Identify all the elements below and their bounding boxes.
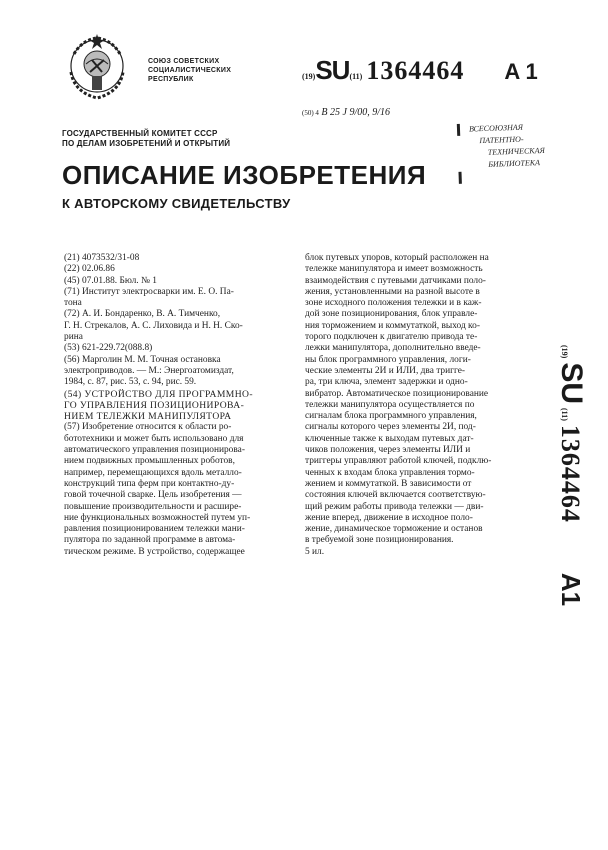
text-line: ченных к входам блока управления тормо- xyxy=(305,467,475,478)
stamp-line: ПАТЕНТНО- xyxy=(479,134,524,146)
text-line: ключенные также к выходам путевых дат- xyxy=(305,433,474,444)
text-line: электроприводов. — М.: Энергоатомиздат, xyxy=(64,365,234,376)
text-line: вибратор. Автоматическое позиционирование xyxy=(305,388,489,399)
right-column xyxy=(305,253,523,558)
text-line: тона xyxy=(64,298,82,309)
text-line: пулятора по заданной программе в автома- xyxy=(64,535,236,546)
patent-kind: A1 xyxy=(556,572,586,607)
country-code: SU xyxy=(555,362,588,405)
text-line: 1984, с. 87, рис. 53, с. 94, рис. 59. xyxy=(64,377,197,388)
left-column xyxy=(64,253,296,558)
text-line: Г. Н. Стрекалов, А. С. Лиховида и Н. Н. Ско- xyxy=(64,320,243,331)
library-stamp xyxy=(457,120,569,194)
invention-title-line: (54) УСТРОЙСТВО ДЛЯ ПРОГРАММНО- xyxy=(64,388,253,400)
text-line: сигналам блока программного управления, xyxy=(305,411,477,422)
stamp-line: ТЕХНИЧЕСКАЯ xyxy=(487,145,545,157)
text-line: тическом режиме. В устройство, содержащее xyxy=(64,546,245,557)
text-line: блок путевых упоров, который расположен на xyxy=(305,253,489,263)
ussr-line: СОЮЗ СОВЕТСКИХ xyxy=(148,58,220,65)
ipc-value: B 25 J 9/00, 9/16 xyxy=(321,107,391,118)
text-line: состояния ключей включается соответствую- xyxy=(305,490,486,501)
text-line: 5 ил. xyxy=(305,546,325,557)
text-line: жение, динамическое торможение и останов xyxy=(305,524,483,535)
text-line: дой зоне позиционирования, блок управле- xyxy=(305,309,478,320)
text-line: зоне исходного положения тележки и в каж- xyxy=(305,298,482,309)
document-title: ОПИСАНИЕ ИЗОБРЕТЕНИЯ xyxy=(62,160,427,190)
text-line: ны блок программного управления, логи- xyxy=(305,354,471,365)
ipc-label: (50) 4 xyxy=(302,109,319,117)
text-line: автоматического управления позиционирова- xyxy=(64,445,245,456)
ussr-caption xyxy=(148,57,231,84)
ussr-line: СОЦИАЛИСТИЧЕСКИХ xyxy=(148,67,232,74)
patent-kind: A 1 xyxy=(504,59,538,84)
stamp-line: ВСЕСОЮЗНАЯ xyxy=(468,122,524,134)
kind-code-label: (11) xyxy=(560,408,569,421)
text-line: жением и коммутаткой. В зависимости от xyxy=(305,478,472,489)
side-number-rotated xyxy=(554,345,588,606)
ussr-line: РЕСПУБЛИК xyxy=(148,76,194,83)
pub-code-label: (19) xyxy=(302,72,316,81)
committee-line: ПО ДЕЛАМ ИЗОБРЕТЕНИЙ И ОТКРЫТИЙ xyxy=(62,139,231,148)
text-line: триггеры управляют работой ключей, подклю- xyxy=(305,456,492,467)
committee-line: ГОСУДАРСТВЕННЫЙ КОМИТЕТ СССР xyxy=(62,129,218,138)
text-line: (21) 4073532/31-08 xyxy=(64,253,140,263)
text-line: чиков положения, через элементы ИЛИ и xyxy=(305,445,471,456)
text-line: тележке манипулятора и имеет возможность xyxy=(305,264,483,275)
text-line: (22) 02.06.86 xyxy=(64,264,115,275)
text-line: в требуемой зоне позиционирования. xyxy=(305,535,454,546)
ussr-emblem-icon xyxy=(62,32,132,104)
patent-number: 1364464 xyxy=(366,56,465,85)
text-line: жения, установленными на разной высоте в xyxy=(305,286,480,297)
text-line: бототехники и может быть использовано для xyxy=(64,433,244,444)
text-line: (45) 07.01.88. Бюл. № 1 xyxy=(64,275,157,286)
pub-code-label: (19) xyxy=(560,345,569,359)
text-line: (57) Изобретение относится к области ро- xyxy=(64,422,232,433)
text-line: тележки манипулятора осуществляется по xyxy=(305,399,475,410)
text-line: например, перемещающихся вдоль металло- xyxy=(64,467,242,478)
text-line: щий режим работы привода тележки — дви- xyxy=(305,501,484,512)
publication-number xyxy=(302,55,538,86)
text-line: (56) Марголин М. М. Точная остановка xyxy=(64,354,221,365)
text-line: ния торможением и коммутаткой, выход ко- xyxy=(305,320,480,331)
text-line: нием подвижных промышленных роботов, xyxy=(64,456,235,467)
stamp-bracket xyxy=(457,124,460,136)
invention-title-line: НИЕМ ТЕЛЕЖКИ МАНИПУЛЯТОРА xyxy=(64,411,232,423)
text-line: рина xyxy=(64,332,83,343)
document-subtitle: К АВТОРСКОМУ СВИДЕТЕЛЬСТВУ xyxy=(62,196,291,211)
text-line: повышение производительности и расшире- xyxy=(64,501,242,512)
side-patent-number xyxy=(534,345,594,675)
text-line: говой точечной сварке. Цель изобретения — xyxy=(64,490,242,501)
text-line: лежки манипулятора, дополнительно введе- xyxy=(305,343,481,354)
invention-title-line: ГО УПРАВЛЕНИЯ ПОЗИЦИОНИРОВА- xyxy=(64,399,245,411)
kind-code-label: (11) xyxy=(349,72,363,81)
text-line: (53) 621-229.72(088.8) xyxy=(64,343,153,354)
country-code: SU xyxy=(315,55,350,85)
text-line: (71) Институт электросварки им. Е. О. Па- xyxy=(64,286,234,297)
stamp-line: БИБЛИОТЕКА xyxy=(488,158,541,169)
ipc-classification xyxy=(302,107,390,118)
committee-caption xyxy=(62,129,230,149)
text-line: (72) А. И. Бондаренко, В. А. Тимченко, xyxy=(64,309,221,320)
text-line: равления позиционированием тележки мани- xyxy=(64,524,245,535)
text-line: ческие элементы 2И и ИЛИ, два тригге- xyxy=(305,365,465,376)
text-line: торого подключен к двигателю привода те- xyxy=(305,332,478,343)
text-line: жение вперед, движение в исходное поло- xyxy=(305,512,473,523)
text-line: конструкций типа ферм при контактно-ду- xyxy=(64,478,235,489)
patent-number: 1364464 xyxy=(556,424,585,523)
text-line: сигналы которого через элементы 2И, под- xyxy=(305,422,476,433)
text-line: ра, три ключа, элемент задержки и одно- xyxy=(305,377,468,388)
text-line: ние функциональных возможностей путем уп- xyxy=(64,512,251,523)
text-line: взаимодействия с путевыми датчиками поло- xyxy=(305,275,486,286)
stamp-bracket xyxy=(458,172,461,184)
